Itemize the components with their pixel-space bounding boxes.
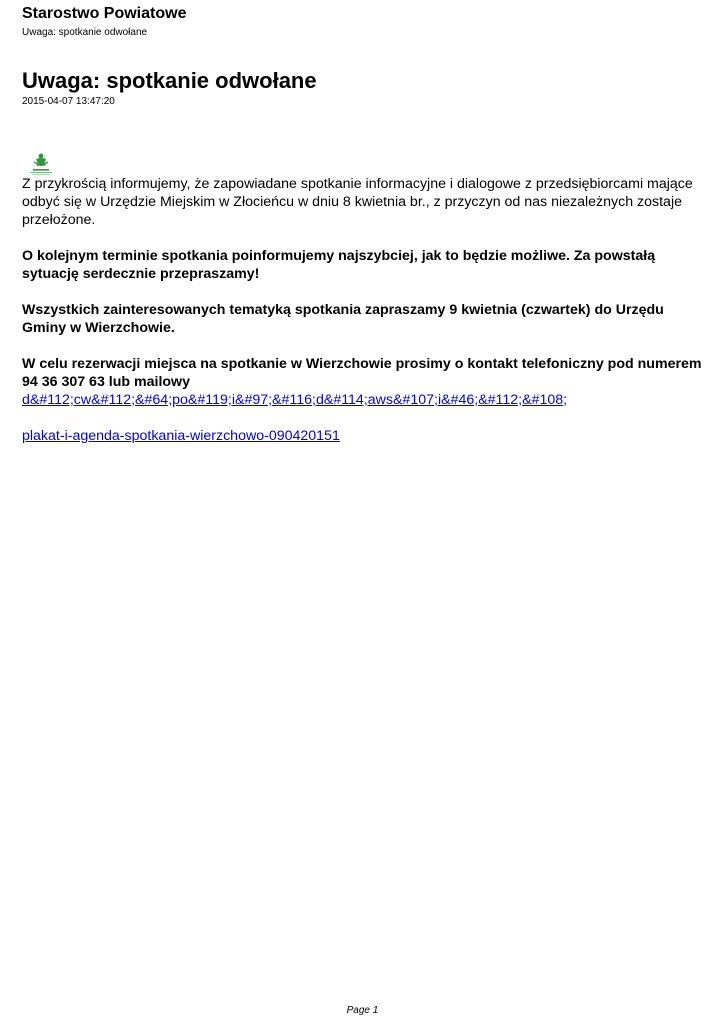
paragraph-next-date: O kolejnym terminie spotkania poinformujemy najszybciej, jak to będzie możliwe. Za powstałą sytuację serdecznie przepraszamy!: [22, 248, 656, 282]
site-subtitle: Uwaga: spotkanie odwołane: [22, 27, 148, 38]
paragraph-cancellation: Z przykrością informujemy, że zapowiadane spotkanie informacyjne i dialogowe z przedsiębiorcami mające odbyć się w Urzędzie Miejskim w Złocieńcu w dniu 8 kwietnia br., z przyczyn od nas niezależnych zostaje przełożone.: [22, 176, 693, 228]
email-link[interactable]: d&#112;cw&#112;&#64;po&#119;i&#97;&#116;d&#114;aws&#107;i&#46;&#112;&#108;: [22, 392, 568, 408]
page-number: Page 1: [346, 1005, 379, 1016]
article-date: 2015-04-07 13:47:20: [22, 96, 115, 107]
green-organization-logo-icon: [24, 150, 58, 176]
paragraph-reservation: W celu rezerwacji miejsca na spotkanie w Wierzchowie prosimy o kontakt telefoniczny pod numerem 94 36 307 63 lub mailowy: [22, 356, 702, 390]
article-content: [22, 175, 707, 445]
article-title: Uwaga: spotkanie odwołane: [22, 68, 317, 93]
attachment-link[interactable]: plakat-i-agenda-spotkania-wierzchowo-090420151: [22, 428, 340, 444]
site-title: Starostwo Powiatowe: [22, 5, 187, 22]
paragraph-invitation: Wszystkich zainteresowanych tematyką spotkania zapraszamy 9 kwietnia (czwartek) do Urzędu Gminy w Wierzchowie.: [22, 302, 664, 336]
